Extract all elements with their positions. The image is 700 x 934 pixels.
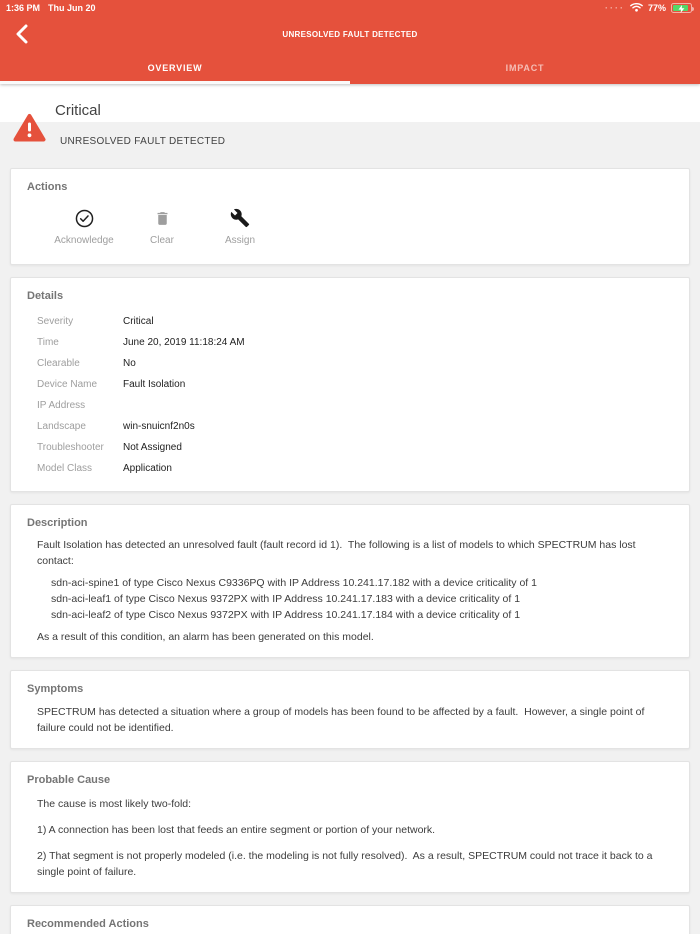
page-title: UNRESOLVED FAULT DETECTED [282, 29, 418, 39]
actions-card [10, 168, 690, 265]
detail-row-severity [27, 311, 673, 332]
nav-bar [0, 16, 700, 52]
clock-time: 1:36 PM [6, 3, 41, 13]
trash-icon [154, 207, 171, 229]
actions-card-title: Actions [27, 181, 68, 193]
detail-row-model-class [27, 458, 673, 479]
symptoms-text: SPECTRUM has detected a situation where a group of models has been found to be affected by a fault. However, a single point of failure could not be identified. [37, 706, 648, 734]
status-bar [0, 0, 700, 16]
details-card [10, 277, 690, 492]
wrench-icon [230, 207, 250, 229]
detail-label: Model Class [37, 463, 93, 474]
detail-label: Clearable [37, 358, 80, 369]
acknowledge-label: Acknowledge [54, 235, 114, 246]
detail-value: June 20, 2019 11:18:24 AM [123, 337, 245, 348]
description-model-list [27, 575, 673, 623]
detail-label: Device Name [37, 379, 98, 390]
tab-impact[interactable] [350, 52, 700, 84]
warning-triangle-icon [13, 113, 46, 148]
detail-row-landscape [27, 416, 673, 437]
cellular-signal-icon: ···· [604, 3, 625, 13]
clear-label: Clear [150, 235, 174, 246]
detail-label: Severity [37, 316, 74, 327]
battery-percent: 77% [647, 3, 666, 13]
description-footer: As a result of this condition, an alarm has been generated on this model. [37, 631, 374, 643]
detail-value: Fault Isolation [123, 379, 186, 390]
clear-button[interactable] [123, 207, 201, 246]
detail-label: IP Address [37, 400, 86, 411]
assign-button[interactable] [201, 207, 279, 246]
model-line: sdn-aci-leaf1 of type Cisco Nexus 9372PX with IP Address 10.241.17.183 with a device criticality of 1 [51, 593, 521, 605]
tab-impact-label: IMPACT [505, 63, 545, 73]
detail-label: Time [37, 337, 59, 348]
wifi-icon [630, 2, 643, 14]
detail-value: Application [123, 463, 172, 474]
back-button[interactable] [8, 20, 36, 48]
probable-cause-paragraph: 1) A connection has been lost that feeds an entire segment or portion of your network. [37, 824, 436, 836]
active-tab-indicator [0, 81, 350, 84]
tab-overview-label: OVERVIEW [147, 63, 203, 73]
detail-label: Troubleshooter [37, 442, 104, 453]
detail-row-clearable [27, 353, 673, 374]
detail-row-time [27, 332, 673, 353]
description-card-title: Description [27, 517, 88, 529]
recommended-actions-card [10, 905, 690, 934]
detail-value: Critical [123, 316, 154, 327]
tab-bar [0, 52, 700, 84]
probable-cause-paragraph: 2) That segment is not properly modeled (i.e. the modeling is not fully resolved). As a result, SPECTRUM could not trace it back to a single point of failure. [37, 850, 656, 878]
model-line: sdn-aci-leaf2 of type Cisco Nexus 9372PX with IP Address 10.241.17.184 with a device criticality of 1 [51, 609, 521, 621]
severity-header [0, 84, 700, 168]
probable-cause-card [10, 761, 690, 893]
acknowledge-button[interactable] [45, 207, 123, 246]
symptoms-card-title: Symptoms [27, 683, 84, 695]
symptoms-card [10, 670, 690, 749]
tab-overview[interactable] [0, 52, 350, 84]
description-intro: Fault Isolation has detected an unresolved fault (fault record id 1). The following is a list of models to which SPECTRUM has lost contact: [37, 539, 639, 567]
detail-value: No [123, 358, 136, 369]
detail-row-troubleshooter [27, 437, 673, 458]
detail-row-ip-address [27, 395, 673, 416]
status-date: Thu Jun 20 [48, 3, 96, 13]
detail-value: Not Assigned [123, 442, 182, 453]
probable-cause-card-title: Probable Cause [27, 774, 111, 786]
app-header [0, 0, 700, 84]
battery-charging-icon [671, 3, 692, 13]
recommended-actions-card-title: Recommended Actions [27, 918, 149, 930]
detail-label: Landscape [37, 421, 86, 432]
details-card-title: Details [27, 290, 64, 302]
probable-cause-paragraph: The cause is most likely two-fold: [37, 798, 192, 810]
severity-level: Critical [55, 102, 101, 119]
severity-subtitle: UNRESOLVED FAULT DETECTED [60, 136, 226, 147]
overview-content [0, 84, 700, 934]
detail-value: win-snuicnf2n0s [123, 421, 195, 432]
check-circle-icon [74, 207, 95, 229]
description-card [10, 504, 690, 658]
assign-label: Assign [224, 235, 255, 246]
model-line: sdn-aci-spine1 of type Cisco Nexus C9336PQ with IP Address 10.241.17.182 with a device criticality of 1 [51, 577, 537, 589]
detail-row-device-name [27, 374, 673, 395]
